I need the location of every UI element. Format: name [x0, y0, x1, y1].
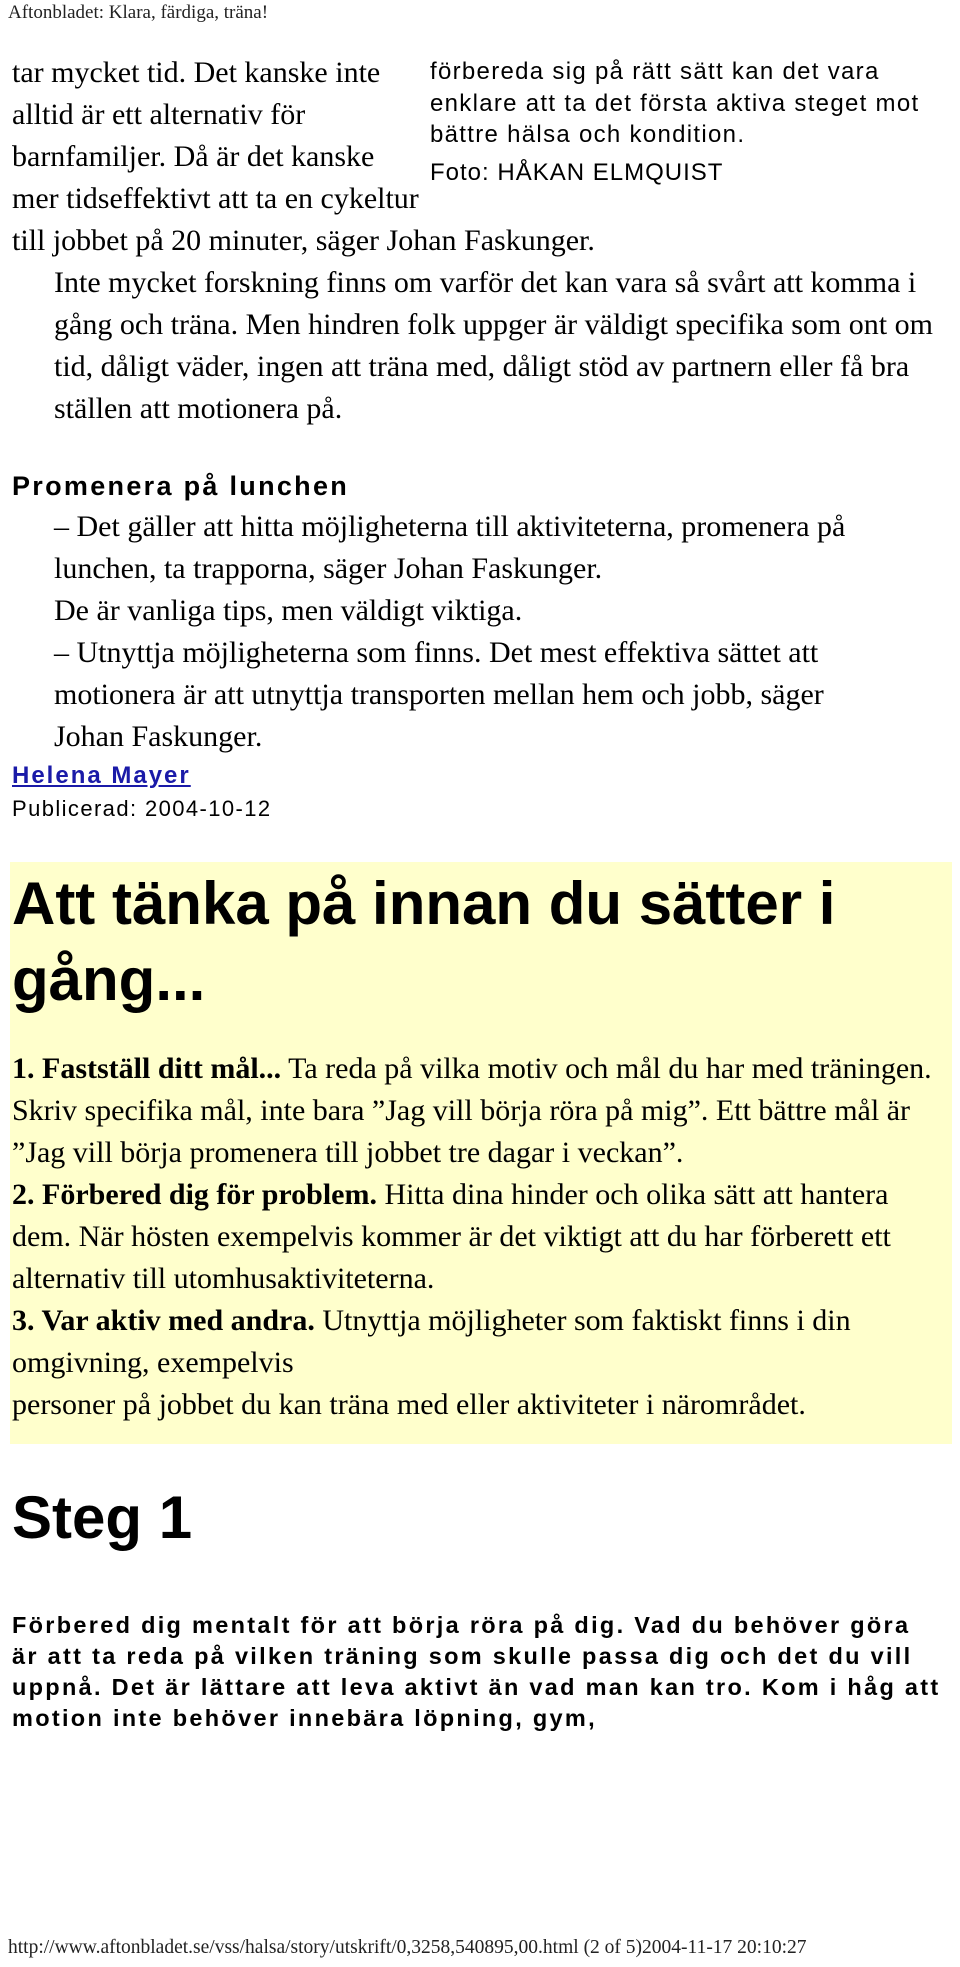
subheading: Promenera på lunchen	[12, 471, 350, 501]
tip-item-1-text: Ta reda på vilka motiv och mål du har med träningen. Skriv specifika mål, inte bara ”Jag vill börja röra på mig”. Ett bättre mål är ”Jag vill börja promenera till jobbet tre dagar i veckan”.	[12, 1052, 932, 1169]
tip-item-1-lead: 1. Fastställ ditt mål...	[12, 1052, 282, 1085]
paragraph-3: – Det gäller att hitta möjligheterna till aktiviteterna, promenera på lunchen, ta trapporna, säger Johan Faskunger.	[54, 510, 846, 585]
page-footer-url: http://www.aftonbladet.se/vss/halsa/story/utskrift/0,3258,540895,00.html (2 of 5)2004-11-17 20:10:27	[8, 1937, 807, 1958]
tips-box	[10, 862, 952, 1444]
paragraph-5: – Utnyttja möjligheterna som finns. Det mest effektiva sättet att motionera är att utnyttja transporten mellan hem och jobb, säger	[54, 636, 824, 711]
tip-item-3-text-cont: personer på jobbet du kan träna med eller aktiviteter i närområdet.	[12, 1388, 806, 1421]
tip-item-2-text: Hitta dina hinder och olika sätt att hantera dem. När hösten exempelvis kommer är det viktigt att du har förberett ett alternativ till utomhusaktiviteterna.	[12, 1178, 891, 1295]
photo-credit: Foto: HÅKAN ELMQUIST	[430, 158, 724, 186]
published-date: Publicerad: 2004-10-12	[12, 796, 272, 821]
page-header-title: Aftonbladet: Klara, färdiga, träna!	[8, 2, 269, 23]
author-link[interactable]: Helena Mayer	[12, 762, 191, 789]
paragraph-4: De är vanliga tips, men väldigt viktiga.	[54, 594, 523, 627]
paragraph-1: tar mycket tid. Det kanske inte alltid är ett alternativ för barnfamiljer. Då är det kanske mer tidseffektivt att ta en cykeltur till jobbet på 20 minuter, säger Johan Faskunger.	[12, 56, 595, 257]
tip-item-1	[10, 1048, 952, 1174]
article-content	[12, 52, 942, 1734]
caption-text: förbereda sig på rätt sätt kan det vara enklare att ta det första aktiva steget mot bättre hälsa och kondition.	[430, 58, 920, 148]
steg-text: Förbered dig mentalt för att börja röra på dig. Vad du behöver göra är att ta reda på vilken träning som skulle passa dig och det du vill uppnå. Det är lättare att leva aktivt än vad man kan tro. Kom i håg att motion inte behöver innebära löpning, gym,	[12, 1612, 941, 1731]
paragraph-2: Inte mycket forskning finns om varför det kan vara så svårt att komma i gång och träna. Men hindren folk uppger är väldigt specifika som ont om tid, dåligt väder, ingen att träna med, dåligt stöd av partnern eller få bra ställen att motionera på.	[54, 266, 933, 425]
tips-box-title: Att tänka på innan du sätter i gång...	[12, 870, 836, 1013]
paragraph-6: Johan Faskunger.	[54, 720, 263, 753]
tip-item-2-lead: 2. Förbered dig för problem.	[12, 1178, 377, 1211]
tip-item-2	[10, 1174, 952, 1300]
tip-item-3-text: Utnyttja möjligheter som faktiskt finns i din omgivning, exempelvis	[12, 1304, 851, 1379]
steg-heading: Steg 1	[12, 1484, 193, 1551]
tip-item-3	[10, 1300, 952, 1426]
tip-item-3-lead: 3. Var aktiv med andra.	[12, 1304, 315, 1337]
photo-caption	[430, 56, 942, 188]
